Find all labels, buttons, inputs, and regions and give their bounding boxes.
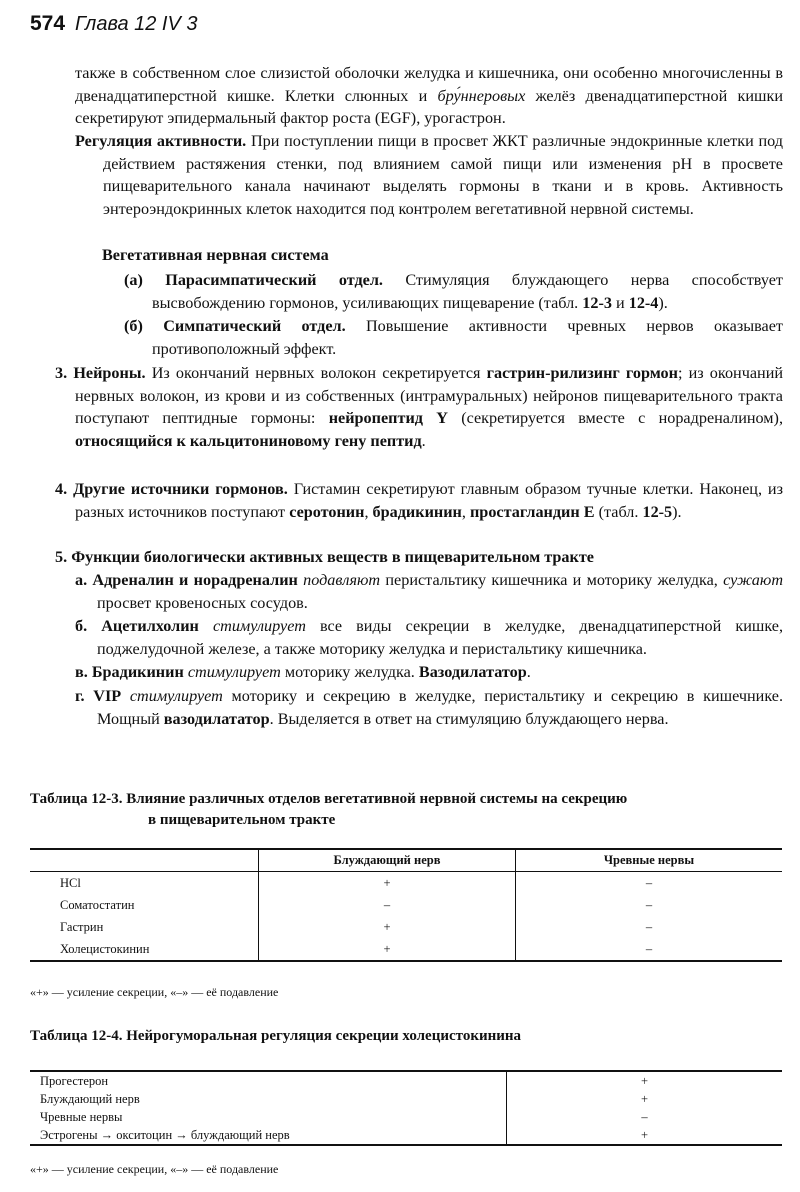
table-row	[30, 872, 782, 895]
table-header-row	[30, 849, 782, 872]
table1-caption: Таблица 12-3. Влияние различных отделов вегетативной нервной системы на секрецию в пищеварительном тракте	[30, 791, 628, 828]
item-5b: б. Ацетилхолин стимулирует все виды секреции в желудке, двенадцатиперстной кишке, поджелудочной железе, а также моторику желудка и перистальтику кишечника.	[75, 617, 784, 658]
table-header-cell: Блуждающий нерв	[259, 849, 516, 872]
item-3-neurons: 3. Нейроны. Из окончаний нервных волокон секретируется гастрин-рилизинг гормон; из окончаний нервных волокон, из крови и из собственных (интрамуральных) нейронов пищеварительного тракта поступают пептидные гормоны: нейропептид Y (секретируется вместе с норадреналином), относящийся к кальцитониновому гену пептид.	[55, 364, 784, 450]
table2-caption: Таблица 12-4. Нейрогуморальная регуляция секреции холецистокинина	[30, 1028, 522, 1044]
table-row	[30, 1071, 782, 1090]
table-cell: –	[645, 875, 653, 890]
item-5a: а. Адреналин и норадреналин подавляют перистальтику кишечника и моторику желудка, сужают просвет кровеносных сосудов.	[75, 571, 784, 612]
heading-ans: Вегетативная нервная система	[102, 246, 329, 264]
table-cell: +	[259, 916, 516, 938]
item-parasympathetic: (а) Парасимпатический отдел. Стимуляция блуждающего нерва способствует высвобождению гормонов, усиливающих пищеварение (табл. 12-3 и 12-4).	[124, 271, 783, 312]
table-cell: Чревные нервы	[30, 1108, 507, 1126]
table2	[30, 1070, 782, 1146]
table-cell: Блуждающий нерв	[30, 1090, 507, 1108]
table-cell: +	[507, 1071, 783, 1090]
page-header	[30, 12, 198, 36]
table-cell: –	[645, 919, 653, 934]
page-number: 574	[30, 12, 66, 35]
table-row	[30, 1126, 782, 1145]
table-cell: –	[259, 894, 516, 916]
table-header-cell	[30, 849, 259, 872]
table-row	[30, 1090, 782, 1108]
table-cell: Эстрогены → окситоцин → блуждающий нерв	[30, 1126, 507, 1145]
item-5-functions: 5. Функции биологически активных веществ в пищеварительном тракте	[55, 548, 594, 566]
table-header-cell: Чревные нервы	[516, 849, 783, 872]
table-cell: +	[640, 1091, 649, 1106]
paragraph-regulation: Регуляция активности. При поступлении пищи в просвет ЖКТ различные эндокринные клетки под действием растяжения стенки, под влиянием самой пищи или изменения pH в просвете пищеварительного канала начинают выделять гормоны в ткани и в кровь. Активность энтероэндокринных клеток находится под контролем вегетативной нервной системы.	[75, 132, 783, 218]
chapter-title: Глава 12 IV 3	[75, 13, 198, 35]
table-cell: Прогестерон	[30, 1071, 507, 1090]
table-cell: –	[516, 938, 783, 961]
table-cell: +	[507, 1126, 783, 1145]
table-row	[30, 916, 782, 938]
table-cell: Холецистокинин	[30, 938, 259, 961]
table-row	[30, 938, 782, 961]
item-sympathetic: (б) Симпатический отдел. Повышение активности чревных нервов оказывает противоположный эффект.	[124, 317, 783, 358]
table1-note: «+» — усиление секреции, «–» — её подавление	[30, 985, 279, 999]
table-cell: HCl	[30, 872, 259, 895]
table1	[30, 848, 782, 962]
table-cell: +	[259, 938, 516, 961]
table2-note: «+» — усиление секреции, «–» — её подавление	[30, 1162, 279, 1176]
item-5g: г. VIP стимулирует моторику и секрецию в желудке, перистальтику и секрецию в кишечнике. Мощный вазодилататор. Выделяется в ответ на стимуляцию блуждающего нерва.	[75, 687, 784, 728]
paragraph-intro: также в собственном слое слизистой оболочки желудка и кишечника, они особенно многочисленны в двенадцатиперстной кишке. Клетки слюнных и бру́ннеровых желёз двенадцатиперстной кишки секретируют эпидермальный фактор роста (EGF), урогастрон.	[75, 64, 783, 128]
table-cell: –	[641, 1109, 648, 1124]
item-5v: в. Брадикинин стимулирует моторику желудка. Вазодилататор.	[75, 663, 531, 681]
table-cell: Гастрин	[30, 916, 259, 938]
table-cell: Соматостатин	[30, 894, 259, 916]
table-row	[30, 894, 782, 916]
item-4-other-sources: 4. Другие источники гормонов. Гистамин секретируют главным образом тучные клетки. Наконец, из разных источников поступают серотонин, брадикинин, простагландин Е (табл. 12-5).	[55, 480, 783, 521]
table-cell: –	[645, 897, 653, 912]
table-row	[30, 1108, 782, 1126]
table-cell: +	[259, 872, 516, 895]
